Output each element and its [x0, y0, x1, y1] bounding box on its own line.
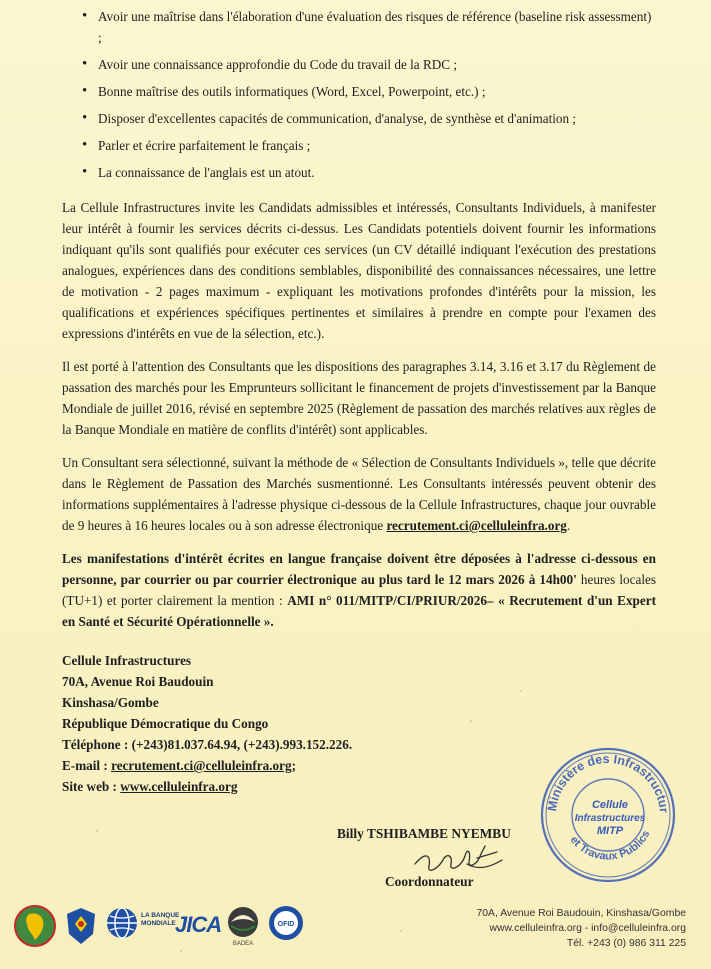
world-bank-label: LA BANQUE MONDIALE	[141, 912, 180, 927]
list-item: • Avoir une maîtrise dans l'élaboration d'une évaluation des risques de référence (baseline risk assessment) ;	[62, 6, 656, 48]
scan-speckle	[520, 690, 522, 692]
world-bank-globe-icon	[105, 906, 139, 940]
drc-emblem-icon	[61, 904, 101, 948]
stamp-seal	[538, 745, 678, 885]
footer-phone: Tél. +243 (0) 986 311 225	[566, 938, 686, 949]
list-item: • La connaissance de l'anglais est un atout.	[62, 162, 656, 183]
list-item: • Bonne maîtrise des outils informatiques (Word, Excel, Powerpoint, etc.) ;	[62, 81, 656, 102]
badea-logo-icon	[223, 904, 263, 948]
submission-reference: AMI n° 011/MITP/CI/PRIUR/2026– « Recrutement d'un Expert en Santé et Sécurité Opérationnelle ».	[62, 593, 656, 629]
email-label: E-mail :	[62, 758, 112, 773]
submission-mention-text: heures locales (TU+1) et porter clairement la mention :	[62, 572, 657, 608]
selection-end: .	[566, 518, 571, 533]
footer-web-email: www.celluleinfra.org - info@celluleinfra.org	[489, 923, 686, 934]
footer-contact	[426, 906, 686, 951]
web-label: Site web :	[62, 779, 121, 794]
submission-paragraph	[62, 548, 656, 632]
address-city: Kinshasa/Gombe	[62, 695, 159, 710]
signatory-name: Billy TSHIBAMBE NYEMBU	[337, 826, 511, 841]
address-org: Cellule Infrastructures	[62, 653, 192, 668]
recruitment-email-link[interactable]: recrutement.ci@celluleinfra.org	[386, 518, 567, 533]
signatory-role: Coordonnateur	[385, 874, 474, 889]
requirements-list	[62, 6, 656, 183]
stamp-center-line3: MITP	[596, 825, 624, 837]
scan-speckle	[96, 830, 98, 832]
stamp-center-line1: Cellule	[591, 799, 629, 811]
handwritten-signature	[407, 834, 507, 879]
stamp-bottom-text: et Travaux Publics	[567, 828, 653, 863]
address-street: 70A, Avenue Roi Baudouin	[62, 674, 214, 689]
scan-speckle	[400, 930, 402, 932]
list-item: • Avoir une connaissance approfondie du Code du travail de la RDC ;	[62, 54, 656, 75]
stamp-center-line2: Infrastructures	[574, 813, 646, 824]
email-end: ;	[291, 758, 296, 773]
scan-speckle	[180, 950, 182, 952]
ofid-logo-icon	[267, 904, 305, 942]
list-item: • Disposer d'excellentes capacités de communication, d'analyse, de synthèse et d'animation ;	[62, 108, 656, 129]
address-country: République Démocratique du Congo	[62, 716, 269, 731]
invitation-paragraph: La Cellule Infrastructures invite les Candidats admissibles et intéressés, Consultants Individuels, à manifester leur intérêt à fournir les services décrits ci-dessus. Les Candidats potentiels doivent fournir les informations indiquant qu'ils sont qualifiés pour exécuter ces services (un CV détaillé indiquant l'exécution des prestations analogues, expériences dans des conditions semblables, disponibilité des connaissances nécessaires, une lettre de motivation - 2 pages maximum - expliquant les motivations profondes d'intérêts pour la mission, les qualifications et expériences spécifiques pertinentes et similaires à prendre en compte pour l'examen des expressions d'intérêts en vue de la sélection, etc.).	[62, 200, 656, 341]
jica-logo: JICA	[175, 912, 222, 937]
africa-logo-icon	[13, 904, 57, 948]
stamp-top-text: Ministère des Infrastructur	[544, 751, 671, 814]
selection-text: Un Consultant sera sélectionné, suivant la méthode de « Sélection de Consultants Individuels », telle que décrite dans le Règlement de Passation des Marchés susmentionné. Les Consultants intéressés peuvent obtenir des informations supplémentaires à l'adresse physique ci-dessous de la Cellule Infrastructures, chaque jour ouvrable de 9 heures à 16 heures locales ou à son adresse électronique	[62, 455, 656, 533]
partner-logos	[5, 898, 305, 958]
selection-paragraph	[62, 452, 656, 536]
address-phone: Téléphone : (+243)81.037.64.94, (+243).993.152.226.	[62, 737, 353, 752]
list-item: • Parler et écrire parfaitement le français ;	[62, 135, 656, 156]
official-stamp	[538, 745, 678, 885]
contact-email-link[interactable]: recrutement.ci@celluleinfra.org	[111, 758, 292, 773]
document-body	[62, 6, 656, 797]
submission-deadline-text: Les manifestations d'intérêt écrites en langue française doivent être déposées à l'adresse ci-dessous en personne, par courrier ou par courrier électronique au plus tard le 12 mars 2026 à 14h00'	[62, 551, 656, 587]
website-link[interactable]: www.celluleinfra.org	[120, 779, 238, 794]
scan-speckle	[470, 720, 472, 722]
provisions-paragraph: Il est porté à l'attention des Consultants que les dispositions des paragraphes 3.14, 3.16 et 3.17 du Règlement de passation des marchés pour les Emprunteurs sollicitant le financement de projets d'investissement par la Banque Mondiale de juillet 2016, révisé en septembre 2025 (Règlement de passation des marchés relatives aux règles de la Banque Mondiale en matière de conflits d'intérêt) sont applicables.	[62, 359, 656, 437]
badea-label: BADEA	[232, 941, 254, 947]
ofid-label: OFID	[277, 921, 295, 928]
footer-address: 70A, Avenue Roi Baudouin, Kinshasa/Gombe	[476, 908, 686, 919]
